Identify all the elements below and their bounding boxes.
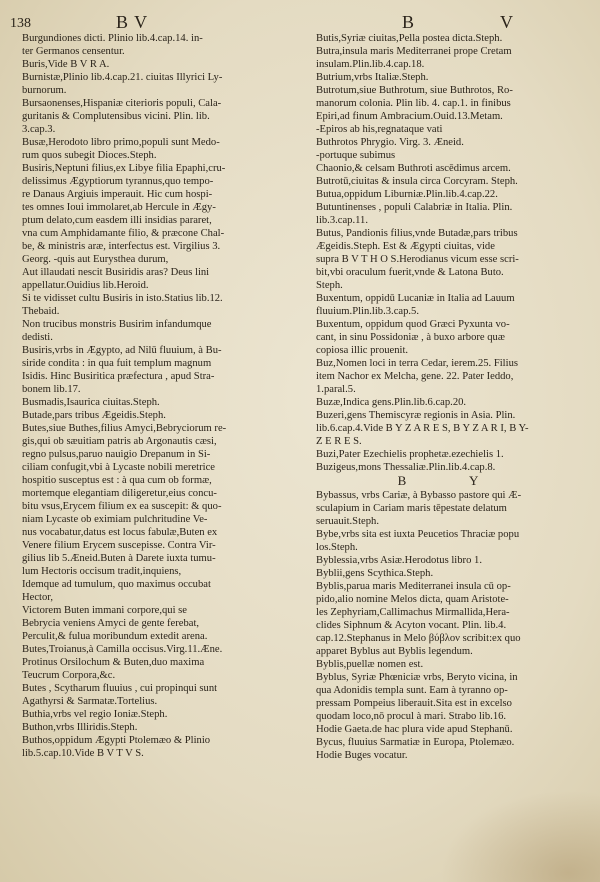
text-line: cap.12.Stephanus in Melo βύβλον scribit:ex quo <box>316 633 521 644</box>
text-line: Butrotū,ciuitas & insula circa Corcyram. Steph. <box>316 176 518 187</box>
text-line: B Y <box>397 473 509 488</box>
text-line: Protinus Orsilochum & Buten,duo maxima <box>22 657 205 668</box>
text-line: Buris,Vide B V R A. <box>22 59 110 70</box>
text-line: Isidis. Hinc Busiritica præfectura , apud Stra- <box>22 371 215 382</box>
text-line: lum Hectoris occisum tradit,inquiens, <box>22 566 182 577</box>
text-line: Butes,Troianus,à Camilla occisus.Virg.11.Æne. <box>22 644 223 655</box>
text-line: Georg. -quis aut Eurysthea durum, <box>22 254 169 265</box>
text-line: Bebrycia veniens Amyci de gente ferebat, <box>22 618 200 629</box>
text-line: qua Adonidis templa sunt. Eam à tyranno op- <box>316 685 508 696</box>
text-line: ptum delato,cum easdem illi insidias pararet, <box>22 215 212 226</box>
text-line: rum quos subegit Dioces.Steph. <box>22 150 157 161</box>
text-line: Hector, <box>22 592 54 603</box>
text-line: Butrium,vrbs Italiæ.Steph. <box>316 72 429 83</box>
text-line: Butes , Scytharum fluuius , cui propinqui sunt <box>22 683 218 694</box>
text-line: cant, in sinu Possidoniæ , à buxo arbore quæ <box>316 332 505 343</box>
text-line: pressam Pompeius liberauit.Sita est in excelso <box>316 698 512 709</box>
text-line: 3.cap.3. <box>22 124 56 135</box>
text-line: apparet Byblus aut Byblis legendum. <box>316 646 473 657</box>
text-line: Buthia,vrbs vel regio Ioniæ.Steph. <box>22 709 168 720</box>
text-line: Butuntinenses , populi Calabriæ in Italia. Plin. <box>316 202 513 213</box>
text-line: Hodie Buges vocatur. <box>316 750 408 761</box>
text-line: Bybe,vrbs sita est iuxta Peucetios Thraciæ popu <box>316 529 520 540</box>
text-line: Buxentum, oppidū Lucaniæ in Italia ad Lauum <box>316 293 515 304</box>
text-line: niam Lycaste ob eximiam pulchritudine Ve- <box>22 514 208 525</box>
text-line: regno pulsus,paruo nauigio Drepanum in Si- <box>22 449 211 460</box>
left-column <box>22 32 312 760</box>
text-line: Chaonio,& celsam Buthroti ascēdimus arcem. <box>316 163 511 174</box>
text-line: nus vocabatur,datus est locus fabulæ,Buten ex <box>22 527 218 538</box>
text-line: Buzigeus,mons Thessaliæ.Plin.lib.4.cap.8. <box>316 462 496 473</box>
text-line: -portuque subimus <box>316 150 396 161</box>
running-head-right-v: V <box>500 12 513 32</box>
text-line: Butis,Syriæ ciuitas,Pella postea dicta.Steph. <box>316 33 503 44</box>
text-line: Buzi,Pater Ezechielis prophetæ.ezechielis 1. <box>316 449 504 460</box>
text-line: clides Siphnum & Acyton vocant. Plin. lib.4. <box>316 620 507 631</box>
page-number: 138 <box>10 16 31 31</box>
text-line: Buzeri,gens Themiscyræ regionis in Asia. Plin. <box>316 410 516 421</box>
text-line: Perculit,& fulua moribundum extedit arena. <box>22 631 208 642</box>
text-line: lib.5.cap.10.Vide B V T V S. <box>22 748 144 759</box>
text-line: quodam loco,nō procul à mari. Strabo lib.16. <box>316 711 507 722</box>
text-line: tes omnes Ioui immolaret,ab Hercule in Ægy- <box>22 202 216 213</box>
text-line: Victorem Buten immani corpore,qui se <box>22 605 187 616</box>
text-line: bit,vbi oraculum fuerit,vnde & Latona Buto. <box>316 267 504 278</box>
text-line: be, & ministris aræ, interfectus est. Virgilius 3. <box>22 241 221 252</box>
text-line: Buthrotos Phrygio. Virg. 3. Æneid. <box>316 137 464 148</box>
text-line: burnorum. <box>22 85 67 96</box>
text-line: fluuium.Plin.lib.3.cap.5. <box>316 306 419 317</box>
text-line: copiosa illic prouenit. <box>316 345 409 356</box>
text-line: gis,qui ob sæuitiam patris ab Argonautis cæsi, <box>22 436 217 447</box>
text-line: hospitio susceptus est : à qua cum ob formæ, <box>22 475 212 486</box>
text-line: bitu vsus,Erycem filium ex ea suscepit: & quo- <box>22 501 222 512</box>
text-line: Idemque ad tumulum, quo maximus occubat <box>22 579 211 590</box>
text-line: Butrotum,siue Buthrotum, siue Buthrotos, Ro- <box>316 85 513 96</box>
text-line: Epiri,ad finum Ambracium.Ouid.13.Metam. <box>316 111 503 122</box>
text-line: Agathyrsi & Sarmatæ.Tortelius. <box>22 696 158 707</box>
text-line: gilius lib 5.Æneid.Buten à Darete iuxta tumu- <box>22 553 216 564</box>
text-line: Buz,Nomen loci in terra Cedar, ierem.25. Filius <box>316 358 518 369</box>
page-stain <box>440 790 600 882</box>
text-line: Buzæ,Indica gens.Plin.lib.6.cap.20. <box>316 397 467 408</box>
text-line: Venere filium Erycem suscepisse. Contra Vir- <box>22 540 216 551</box>
running-head-right-b: B <box>402 12 415 32</box>
text-line: dedisti. <box>22 332 53 343</box>
text-line: Bursaonenses,Hispaniæ citerioris populi, Cala- <box>22 98 222 109</box>
text-line: Butra,insula maris Mediterranei prope Cretam <box>316 46 512 57</box>
text-line: Busmadis,Isaurica ciuitas.Steph. <box>22 397 160 408</box>
text-line: Thebaid. <box>22 306 60 317</box>
text-line: vna cum Amphidamante filio, & præcone Chal- <box>22 228 225 239</box>
text-line: Butade,pars tribus Ægeidis.Steph. <box>22 410 166 421</box>
text-line: mortemque elegantiam diligeretur,eius concu- <box>22 488 217 499</box>
text-line: Z E R E S. <box>316 436 362 447</box>
text-line: Butus, Pandionis filius,vnde Butadæ,pars tribus <box>316 228 518 239</box>
text-line: manorum colonia. Plin lib. 4. cap.1. in finibus <box>316 98 511 109</box>
text-line: ter Germanos censentur. <box>22 46 125 57</box>
text-line: lib.3.cap.11. <box>316 215 368 226</box>
text-line: Bybassus, vrbs Cariæ, à Bybasso pastore qui Æ- <box>316 490 522 501</box>
text-line: Buthon,vrbs Illiridis.Steph. <box>22 722 138 733</box>
running-head-left: B V <box>116 12 149 32</box>
text-line: pido,alio nomine Melos dicta, quam Aristote- <box>316 594 509 605</box>
text-line: delissimus Ægyptiorum tyrannus,quo tempo- <box>22 176 214 187</box>
text-line: appellatur.Ouidius lib.Heroid. <box>22 280 149 291</box>
text-line: Butes,siue Buthes,filius Amyci,Bebryciorum re- <box>22 423 227 434</box>
text-line: Non trucibus monstris Busirim infandumque <box>22 319 212 330</box>
text-line: Bycus, fluuius Sarmatiæ in Europa, Ptolemæo. <box>316 737 515 748</box>
text-line: Byblis,puellæ nomen est. <box>316 659 424 670</box>
text-line: Butua,oppidum Liburniæ.Plin.lib.4.cap.22. <box>316 189 498 200</box>
text-line: ciliam confugit,vbi à Lycaste nobili meretrice <box>22 462 215 473</box>
text-line: Si te vidisset cultu Busiris in isto.Statius lib.12. <box>22 293 223 304</box>
text-line: Teucrum Corpora,&c. <box>22 670 116 681</box>
text-line: siride condita : in qua fuit templum magnum <box>22 358 212 369</box>
text-line: Byblii,gens Scythica.Steph. <box>316 568 434 579</box>
text-line: Ægeidis.Steph. Est & Ægypti ciuitas, vide <box>316 241 495 252</box>
text-line: item Nachor ex Melcha, gene. 22. Pater Ieddo, <box>316 371 514 382</box>
text-line: seruauit.Steph. <box>316 516 379 527</box>
text-line: bonem lib.17. <box>22 384 81 395</box>
text-line: Burgundiones dicti. Plinio lib.4.cap.14. in- <box>22 33 203 44</box>
text-line: Aut illaudati nescit Busiridis aras? Deus lini <box>22 267 210 278</box>
text-line: Byblis,parua maris Mediterranei insula cū op- <box>316 581 511 592</box>
text-line: guritanis & Complutensibus vicini. Plin. lib. <box>22 111 210 122</box>
text-line: insulam.Plin.lib.4.cap.18. <box>316 59 425 70</box>
text-line: 1.paral.5. <box>316 384 356 395</box>
text-line: supra B V T H O S.Herodianus vicum esse scri- <box>316 254 519 265</box>
text-line: -Epiros ab his,regnataque vati <box>316 124 443 135</box>
text-line: Busiris,Neptuni filius,ex Libye filia Epaphi,cru- <box>22 163 226 174</box>
text-line: Busiris,vrbs in Ægypto, ad Nilū fluuium, à Bu- <box>22 345 222 356</box>
text-line: sculapium in Cariam maris tēpestate delatum <box>316 503 507 514</box>
text-line: Buxentum, oppidum quod Græci Pyxunta vo- <box>316 319 510 330</box>
text-line: les Zephyriam,Callimachus Mirmallida,Hera- <box>316 607 510 618</box>
text-line: Burnistæ,Plinio lib.4.cap.21. ciuitas Illyrici Ly- <box>22 72 223 83</box>
text-line: Steph. <box>316 280 343 291</box>
right-column <box>316 32 590 762</box>
text-line: Byblessia,vrbs Asiæ.Herodotus libro 1. <box>316 555 482 566</box>
text-line: Busæ,Herodoto libro primo,populi sunt Medo- <box>22 137 220 148</box>
text-line: Byblus, Syriæ Phœniciæ vrbs, Beryto vicina, in <box>316 672 518 683</box>
text-line: los.Steph. <box>316 542 358 553</box>
text-line: Buthos,oppidum Ægypti Ptolemæo & Plinio <box>22 735 211 746</box>
text-line: lib.6.cap.4.Vide B Y Z A R E S, B Y Z A R I, B Y- <box>316 423 529 434</box>
text-line: re Danaus Argiuis imperauit. Hic cum hospi- <box>22 189 213 200</box>
text-line: Hodie Gaeta.de hac plura vide apud Stephanū. <box>316 724 513 735</box>
